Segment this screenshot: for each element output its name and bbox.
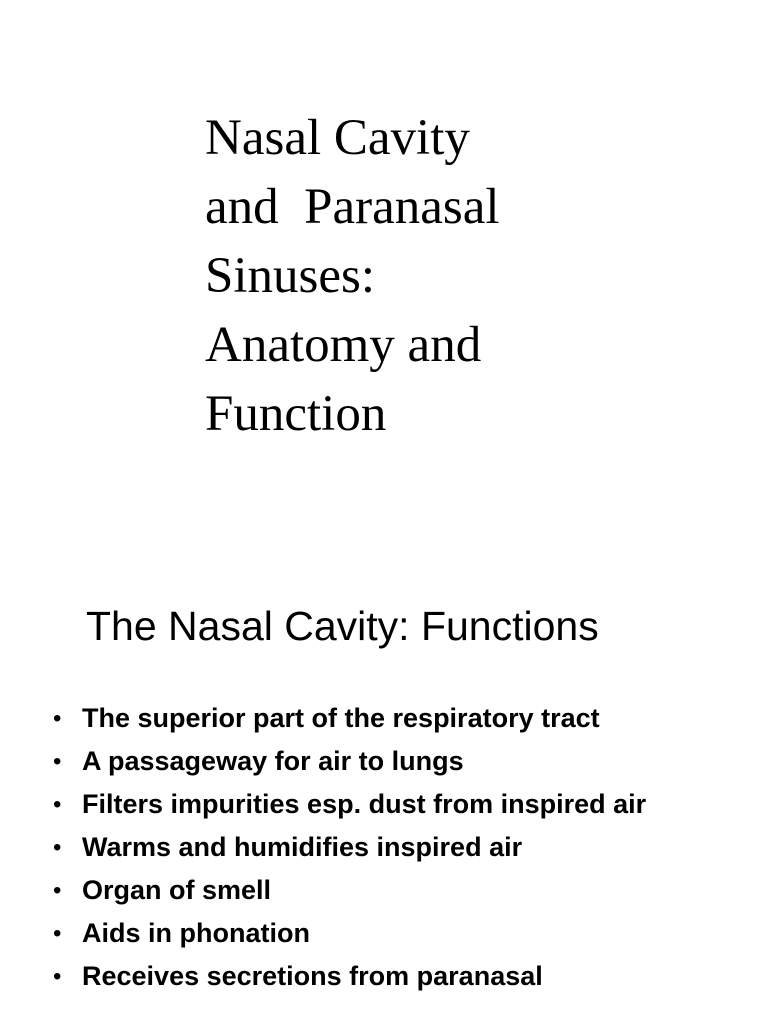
bullet-icon: • (53, 705, 62, 732)
title-line: Sinuses: (205, 248, 376, 304)
list-item-text: Organ of smell (82, 875, 272, 905)
bullet-icon: • (53, 920, 62, 947)
title-line: Nasal Cavity (205, 110, 470, 166)
title-line: Anatomy and (205, 317, 482, 373)
bullet-icon: • (53, 791, 62, 818)
slide-title (205, 104, 725, 449)
list-item-text: Receives secretions from paranasal (82, 961, 543, 991)
list-item-text: Warms and humidifies inspired air (82, 832, 523, 862)
list-item-text: Aids in phonation (82, 918, 310, 948)
bullet-icon: • (53, 877, 62, 904)
bullet-icon: • (53, 748, 62, 775)
list-item (48, 872, 728, 909)
bullet-icon: • (53, 963, 62, 990)
list-item-text: A passageway for air to lungs (82, 746, 464, 776)
list-item (48, 786, 728, 823)
list-item (48, 958, 728, 995)
list-item (48, 915, 728, 952)
title-line: and Paranasal (205, 179, 500, 235)
list-item (48, 829, 728, 866)
list-item (48, 743, 728, 780)
section-heading: The Nasal Cavity: Functions (86, 603, 599, 649)
list-item-text: Filters impurities esp. dust from inspired air (82, 789, 647, 819)
bullet-list (48, 700, 728, 1001)
list-item-text: The superior part of the respiratory tract (82, 703, 600, 733)
list-item (48, 700, 728, 737)
bullet-icon: • (53, 834, 62, 861)
title-line: Function (205, 386, 387, 442)
